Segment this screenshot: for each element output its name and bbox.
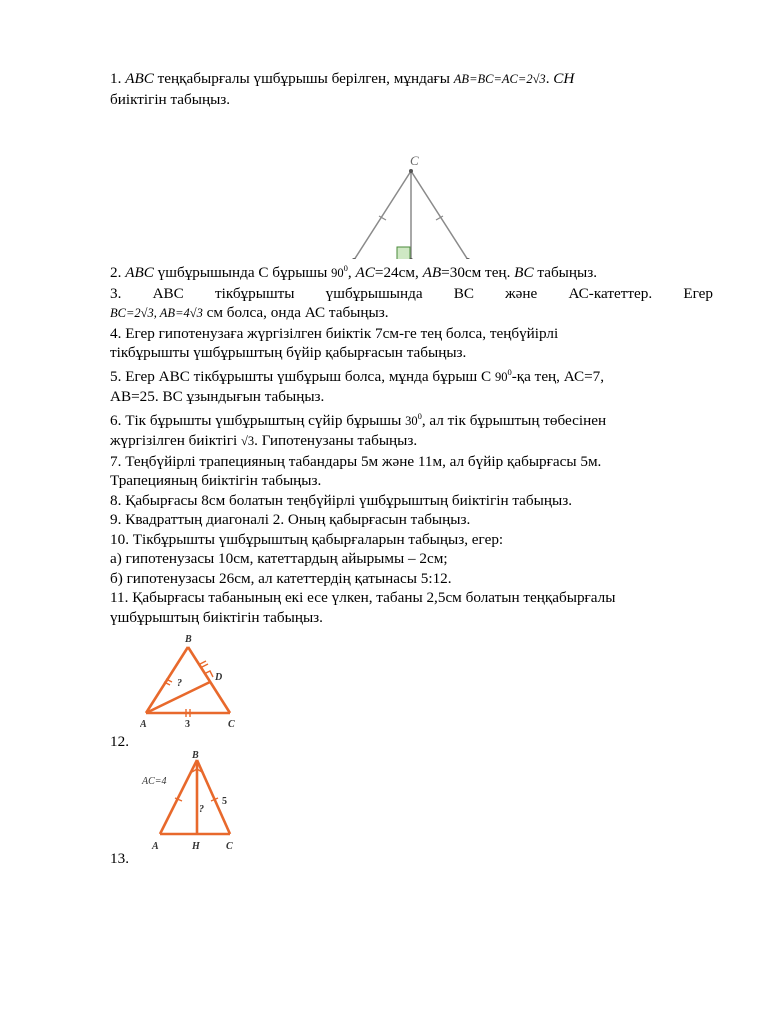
side-ac xyxy=(354,171,411,259)
formula-sides: AB=BC=AC=2√3 xyxy=(453,72,546,86)
problem-13 xyxy=(110,750,713,867)
label-c: C xyxy=(228,719,235,730)
figure-1-triangle xyxy=(110,109,713,259)
problem-7: 7. Теңбүйірлі трапецияның табандары 5м және 11м, ал бүйір қабырғасы 5м. Трапецияның биіктігін табыңыз. xyxy=(110,452,602,489)
label-a: A xyxy=(152,841,159,852)
label-q: ? xyxy=(177,678,182,689)
problem-1: 1. ABC теңқабырғалы үшбұрышы берілген, мұндағы AB=BC=AC=2√3. CH биіктігін табыңыз. xyxy=(110,70,575,108)
label-c: C xyxy=(410,153,419,168)
label-b: B xyxy=(192,750,199,761)
figure-13-triangle xyxy=(140,750,250,854)
worksheet xyxy=(110,69,713,867)
vertex-c xyxy=(409,169,413,173)
problem-11: 11. Қабырғасы табанының екі есе үлкен, табаны 2,5см болатын теңқабырғалы үшбұрыштың биіктігін табыңыз. xyxy=(110,589,616,626)
label-b: B xyxy=(185,634,192,645)
problem-2: 2. ABC үшбұрышында С бұрышы $90^0$, AC=24см, AB=30см тең. BC табыңыз. xyxy=(110,263,598,281)
problem-8: 8. Қабырғасы 8см болатын теңбүйірлі үшбұрыштың биіктігін табыңыз. xyxy=(110,491,572,509)
side-ab xyxy=(160,760,197,834)
right-angle-mark xyxy=(397,247,410,259)
problem-10: 10. Тікбұрышты үшбұрыштың қабырғаларын табыңыз, егер: а) гипотенузасы 10см, катеттардың айырымы – 2см; б) гипотенузасы 26см, ал катеттердің қатынасы 5:12. xyxy=(110,530,504,587)
tick-bd-2 xyxy=(202,664,208,667)
label-side: 5 xyxy=(222,796,227,807)
problem-13-number: 13. xyxy=(110,849,129,867)
tick-bd-1 xyxy=(200,661,206,664)
problem-5: 5. Егер АВС тікбұрышты үшбұрыш болса, мұнда бұрыш С $90^0-қа$ тең, АС=7, АВ=25. ВС ұзындығын табыңыз. xyxy=(110,366,605,405)
label-a: A xyxy=(140,719,147,730)
problem-3: 3. АВС тікбұрышты үшбұрышында ВС және АС-катеттер. Егер BC=2√3, AB=4√3 см болса, онда АС табыңыз. xyxy=(110,284,713,321)
problem-4: 4. Егер гипотенузаға жүргізілген биіктік 7см-ге тең болса, теңбүйірлі тікбұрышты үшбұрыштың бүйір қабырғасын табыңыз. xyxy=(110,324,559,361)
label-q: ? xyxy=(199,804,204,815)
side-bc xyxy=(411,171,468,259)
label-c: C xyxy=(226,841,233,852)
problem-3-line-1: 3. АВС тікбұрышты үшбұрышында ВС және АС-катеттер. Егер xyxy=(110,284,713,302)
label-ac-value: AC=4 xyxy=(142,776,167,787)
figure-12-triangle xyxy=(140,633,250,733)
problem-9: 9. Квадраттың диагоналі 2. Оның қабырғасын табыңыз. xyxy=(110,511,471,528)
formula-bc-ab: BC=2√3, AB=4√3 xyxy=(110,306,203,320)
label-d: D xyxy=(215,672,223,683)
side-bc xyxy=(188,647,230,713)
problem-12-number: 12. xyxy=(110,732,129,750)
problem-12 xyxy=(110,633,713,750)
label-base: 3 xyxy=(185,719,190,730)
problem-6: 6. Тік бұрышты үшбұрыштың сүйір бұрышы $30^0$, ал тік бұрыштың төбесінен жүргізілген биіктігі √3. Гипотенузаны табыңыз. xyxy=(110,410,607,449)
label-h: H xyxy=(192,841,200,852)
